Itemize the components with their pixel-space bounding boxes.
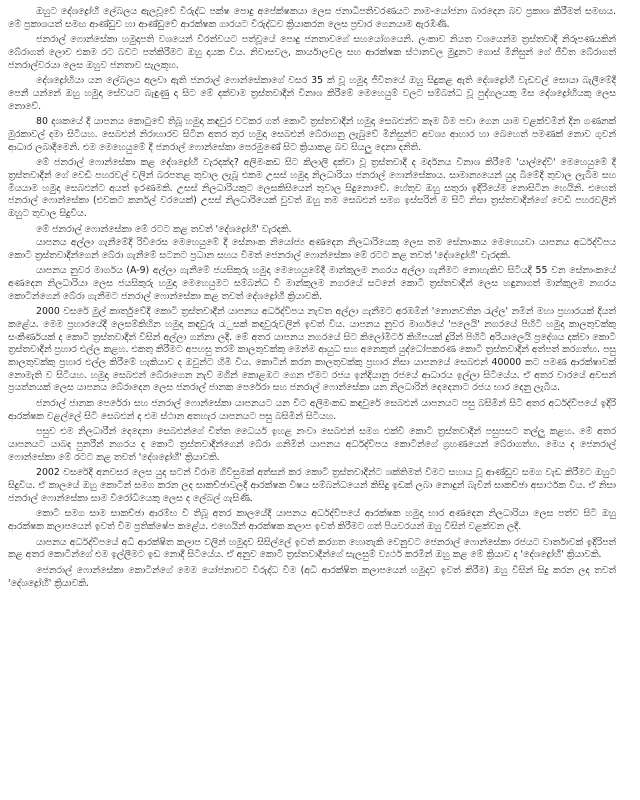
- paragraph: කොටි සමග සාම සාකච්ඡා ආරම්භ වී තිබූ අතර කාලයේදී යාපනය අර්ධද්වීපයේ ආරක්ෂක හමුදා භාර අණදෙන නිලධාරියා ලෙස පත්ව සිටි ඔහු ආරක්ෂක කලාපයෙන් ඉවත් වීම ප්‍රතික්ෂේප කළේය. එහෙයින් ආරක්ෂක කලාප ඉවත් කිරීමට ගත් පියවරයන් ඔහු විසින් වළක්වන ලදී.: [8, 508, 616, 532]
- paragraph: දේශද්‍රෝහියා යන ලේබලය අලවා ඇති ජනරාල් ෆොන්සේකාගේ වසර 35 ක් වූ හමුදා ජීවිතයේ ඔහු සිදුකළ ඇති දේශද්‍රෝහී වැඩවල් සොයා බැලීමේදී පෙනී යන්නේ ඔහු හමුදා සේවයට බැඳුණු දා සිට මේ දක්වාම ත්‍රස්තවාදීන් විනාශ කිරීමේ මෙහෙයුම් වලට සම්බන්ධ වූ පුද්ගලයකු මිස දේශද්‍රෝහියකු ලෙස නොවේ.: [8, 75, 616, 112]
- paragraph: යාපනය අල්ලා ගැනීමේදී රිවිරෙස මෙහෙයුමේ දී සේනාංක නියෝජ්‍ය අණදෙන නිලධාරියෙකු ලෙස තම සේනාංකය මෙහෙයවා යාපනය අර්ධද්වීපය කොටි ත්‍රස්තවාදීන්ගෙන් බේරා ගැනීමේ සටනට ප්‍රධාන සහය වීමත් ජෙනරාල් ෆොන්සේකා මේ රටට කළ තවත් 'දේශද්‍රෝහී' වැරදකි.: [8, 237, 616, 261]
- paragraph: ජනරාල් ෆොන්සේකා හමුදාපති වශයෙන් වීරත්වයට පත්වූයේ පොදු ජනතාවගේ සහයෝගයෙනි. ලංකාව නියත වශයෙන්ම ත්‍රස්තවාදී නිරූපණයකින් බේරාගත් ලොව එකම රට බවට පත්කිරීමට ඔහු දායක විය. නිවාසවල, කාර්යාලවල සහ ආරක්ෂක ස්ථානවල මුදුනට ගොස් මිනිසුන් ගේ ජීවිත බේරාගත් ජනරාල්වරයා ලෙස ඔහුව ජනතාව සැලකූහ.: [8, 34, 616, 71]
- paragraph: 80 දශකයේ දී යාපනය කොටුවේ තිබූ හමුදා කඳවුර වටකර ගත් කොටි ත්‍රස්තවාදීන් හමුදා සෙබළුන්ට කෑම බීම පවා ගෙන යාම වළක්වමින් දින ගණනක් මුරකාවල් දමා සිටියහ. සෙබළුන් නිරාහාරව සිටින අතර තුර හමුදා සෙබළුන් බේරාගනු ලැබුවේ මිනිසුන්ට අවශ්‍ය ආහාර හා බෙහෙත් පමණක් නොව ගුවන් ආධාර ලබාදීමෙනි. එම මෙහෙයුමේ දී ජනරාල් ෆොන්සේකා පෙරමුණේ සිට ක්‍රියාකළ බව සියලු දෙනා දනිති.: [8, 116, 616, 153]
- paragraph: 2000 වසරේ මුල් කාර්තුවේදී කොටි ත්‍රස්තවාදීන් යාපනය අර්ධද්වීපය නැවත අල්ලා ගැනීමට අරඹමින් 'නොනවතින රැල්ල' නමින් මහා ප්‍රහාරයක් දියත් කළේය. මෙම ප්‍රහාරයේදී ලෙසම්කිහින හමුදා කඳවුරු රැුසක් කඳවුරුවලින් ඉවත් විය. යාපනය නුවර මාර්ගයේ 'පලෙයි' නගරයේ පිහිටි හමුදා කාලතුවක්කු සංකීර්ණයක් ද කොටි ත්‍රස්තවාදීන් විසින් අල්ලා ගන්නා ලදී. මේ අතර යාපනය නගරයේ සිට කිලෝමීටර් කිහිපයක් දුරින් පිහිටි අරියාලෙයි ප්‍රදේශය දක්වා කොටි ත්‍රස්තවාදීන් ප්‍රහාර එල්ල කළහ. එකතු කිරීමට අපහසු තරම් කාලතුවක්කු මෙන්ම ආයුධ සහ අනෙකුත් යුද්ධෝපකරණ කොටි ත්‍රස්තවාදීන් අත්පත් කරගත්හ. පසු කාලතුවක්කු ප්‍රහාර එල්ල කිරීමේ හැකියාව ද ඔවුන්ට හිමි විය. කොටින් කරන කාලතුවක්කු ප්‍රහාර නිසා යාපනයේ සෙබළුන් 40000 කට පමණ ආරක්ෂාවක් නොමැති ව සිටියහ. හමුදා සෙබළුන් බේරාගෙන නැව් මගින් කොළඹට ගෙන ඒමට රජය ඉන්දියානු රජයේ ආධාරය ඉල්ලා සිටියේය. ඒ අතර වාරයේ අවසන් ප්‍රයත්නයක් ලෙස යාපනය බේරාදෙන ලෙස ජනරාල් ජානක පෙරේරා සහ ජනරාල් ෆොන්සේකා යන නිලධාරින් දෙදෙනාට රජය භාර දෙනු ලැබීය.: [8, 306, 616, 394]
- paragraph: යාපනය අර්ධද්වීපයේ අධි ආරක්ෂිත කලාප වලින් හමුදාව සිසිල්ලේ ඉවත් කරගත හොතැකි වෙනුවට ජෙනරාල් ෆොන්සේකා රජයට වාර්තාවක් ඉදිරිපත් කළ අතර කොටින්ගේ එම ඉල්ලීමට ඉඩ නොදී සිටියේය. ඒ අනුව කොටි ත්‍රස්තවාදීන්ගේ සැලසුම් ව්‍යර්ථ කරමින් ඔහු කළ මේ ක්‍රියාව ද 'දේශද්‍රෝහී' ක්‍රියාවකි.: [8, 536, 616, 561]
- paragraph: මේ ජනරාල් ෆොන්සේකා කළ දේශද්‍රෝහී වැරදක්ද? අලිමංකඩ සිට කිලාලි දක්වා වූ ත්‍රස්තවාදී ද මර්දනය විනාශ කිරීමේ 'යාල්දේවී' මෙහෙයුමේ දී ත්‍රස්තවාදීන් ගේ වෙඩි පහරවල් වලින් බරපතළ තුවාල ලැබූ එකම උසස් හමුදා නිලධාරියා ජනරාල් ෆොන්සේකාය. සාමාන්‍යයෙන් යුද බිමේදී තුවාල ලැබීම සහ මියයාම හමුදා සෙබළුන්ට අයත් ඉරණමකි. උසස් නිලධාරියකුට ලෙසකිසියෙන් තුවාල සිදුනොවේ. හේතුව ඔහු සතුරා ඉදිරියේම නොසිටින හෙයිනි. එහෙත් ජනරාල් ෆොන්සේකා (එවකට කර්නල් වරයෙක්) උසස් නිලධාරියෙක් වුවත් ඔහු තම සෙබළුන් සමග ඉස්සරින් ම සිටි නිසා ත්‍රස්තවාදීන්ගේ වෙඩි පහරවලින් ඔහුට තුවාල සිදුවිය.: [8, 157, 616, 219]
- paragraph: 2002 වසරේදී අනවසර ලෙස යුද සටන් විරාම ගිවිසුමක් අත්සන් කර කොටි ත්‍රස්තවාදීන්ට ශක්තිමත් වීමට සහාය වූ ආණ්ඩුව සමග වැඩ කිරීමට ඔහුට සිදුවිය. ඒ කාලයේ ඔහු කොටින් සමග කරන ලද සාකච්ඡාවලදී ආරක්ෂක විෂය සම්බන්ධයෙන් කිසිදු ඉඩක් ලබා නොදුන් බැවින් සාකච්ඡා අසාර්ථක විය. ඒ නිසා ජනරාල් ෆොන්සේකා සාම විරෝධියෙකු ලෙස ද ලේබල් ගැසිණි.: [8, 467, 616, 504]
- paragraph: මේ ජනරාල් ෆොන්සේකා මේ රටට කළ තවත් 'දේශද්‍රෝහී' වැරදකි.: [36, 223, 292, 235]
- paragraph: ඔහුට දේශද්‍රෝහී ලේබලය ඇලවූවේ විරුද්ධ පක්ෂ පොදු අපේක්ෂකයා ලෙස ජනාධිපතිවරණයට නාම-යෝජනා බාරදෙන බව ප්‍රකාශ කිරීමත් සමඟය. මේ ප්‍රකාශයත් සමඟ ආණ්ඩුව හා ආණ්ඩුවේ ආරක්ෂක ගාරයට විරුද්ධව ක්‍රියාකරන ලෙස ප්‍රචාර ගෙනයාම ඇරඹිණි.: [8, 6, 616, 30]
- paragraph: ජනරාල් ජානක පෙරේරා සහ ජනරාල් ෆොන්සේකා යාපනයට යන විට අලිමංකඩ කඳවුරේ සෙබළුන් යාපනයට පසු බසිමින් සිටි අතර අර්ධද්වීපයේ ඉදිරි ආරක්ෂක වළල්ලේ සිටි සෙබළුන් ද එම ස්ථාන අතහැර යාපනයට පසු බසිමින් සිටියහ.: [8, 398, 616, 422]
- paragraph: පසුව එම නිලධාරීන් දෙදෙනා සෙබළුන්ගේ චිත්ත ධෛර්ය ඉහළ නංවා සෙබළුන් සමග එක්වී කොටි ත්‍රස්තවාදීන් පසුපසට තල්ලු කළහ. මේ අතර යාපනයට යාබද පුනරීන් නගරය ද කොටි ත්‍රස්තවාදීන්ගෙන් බේරා ගනිමින් යාපනය අර්ධද්වීපය කොටින්ගේ ග්‍රහණයෙන් බේරාගත්හ. මෙය ද ජෙනරාල් ෆොන්සේකා මේ රටට කළ තවත් 'දේශද්‍රෝහී' ක්‍රියාවකි.: [8, 426, 616, 463]
- paragraph: ජෙනරාල් ෆොන්සේකා කොටින්ගේ මෙම යෝජනාවට විරුද්ධ වීම (අධි ආරක්ෂිත කලාපයෙන් හමුදාව ඉවත් කිරීම) ඔහු විසින් සිදු කරන ලද තවත් 'දේශද්‍රෝහී' ක්‍රියාවකි.: [8, 564, 616, 589]
- paragraph: යාපනය නුවර මාර්ගය (A-9) අල්ලා ගැනීමේ ජයසිකුරු හමුදා මෙහෙයුමේදී මාන්කුලම නගරය අල්ලා ගැනීමට නොහැකිව සිටියදී 55 වන සේනාංකයේ අණදෙන නිලධාරියා ලෙස ජයසිකුරු හමුදා මෙහෙයුමට සම්බන්ධ වී මාන්කුලම නගරයේ සටනේ කොටි ත්‍රස්තවාදීන් ලෙස හඳුනාගත් මාන්කුලම නගරය කොටින්ගෙන් බේරා ගැනීමට ජනරාල් ෆොන්සේකා කළ තවත් දේශද්‍රෝහී ක්‍රියාවකි.: [8, 265, 616, 302]
